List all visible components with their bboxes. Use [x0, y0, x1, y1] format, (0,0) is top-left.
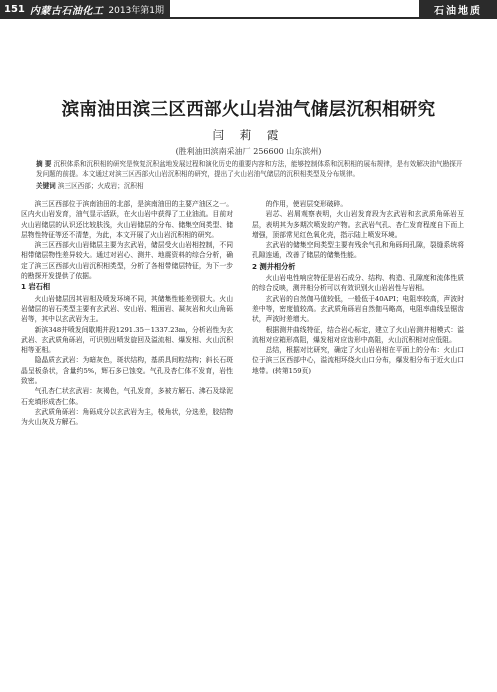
journal-issue: 2013年第1期 — [108, 6, 165, 16]
page-number: 151 — [4, 4, 25, 15]
abstract-label: 摘 要 — [36, 160, 52, 168]
keywords-label: 关键词 — [36, 182, 56, 190]
section-label: 石油地质 — [419, 0, 497, 19]
body-paragraph: 根据测井曲线特征，结合岩心标定，建立了火山岩测井相模式：溢流相对应箱形高阻，爆发相对应齿形中高阻，火山沉积相对应低阻。 — [252, 325, 464, 344]
body-paragraph: 总结，根据对比研究，确定了火山岩岩相在平面上的分布：火山口位于滨三区西部中心，溢流相环绕火山口分布，爆发相分布于近火山口地带。(转第159页) — [252, 346, 464, 375]
body-paragraph: 玄武质角砾岩：角砾成分以玄武岩为主，棱角状，分选差，胶结物为火山灰及方解石。 — [21, 407, 233, 427]
body-paragraph: 的作用，使岩层变形破碎。 — [265, 200, 348, 208]
author-name: 闫 莉 霞 — [212, 128, 285, 142]
body-paragraph: 新滨348井喷发间歇期井段1291.35－1337.23m，分析岩性为玄武岩、玄武质角砾岩，可识别出喷发旋回及溢流相、爆发相、火山沉积相等亚相。 — [21, 325, 233, 355]
journal-name: 内蒙古石油化工 — [29, 6, 104, 17]
body-paragraph: 火山岩电性响应特征是岩石成分、结构、构造、孔隙度和流体性质的综合反映，测井相分析可以有效识别火山岩岩性与岩相。 — [252, 274, 464, 293]
header-rule — [170, 0, 419, 19]
body-paragraph: 岩芯、岩屑观察表明，火山岩发育段为玄武岩和玄武质角砾岩互层，表明其为多期次喷发的产物。玄武岩气孔、杏仁发育程度自下而上增强，顶部常见红色氧化壳，指示陆上喷发环境。 — [252, 210, 464, 239]
keywords-text: 滨三区西部；火成岩；沉积相 — [57, 182, 144, 190]
left-column — [21, 199, 233, 428]
body-paragraph: 玄武岩的自然伽马值较低，一般低于40API；电阻率较高，声波时差中等，密度值较高。玄武质角砾岩自然伽马略高，电阻率曲线呈锯齿状，声波时差增大。 — [252, 294, 464, 324]
section-heading-2: 2 测井相分析 — [252, 261, 296, 271]
body-paragraph: 隐晶质玄武岩：为暗灰色，斑状结构，基质具间粒结构；斜长石斑晶呈板条状，含量约5%，辉石多已蚀变。气孔及杏仁体不发育，岩性致密。 — [21, 356, 233, 386]
journal-header-left — [0, 0, 170, 19]
keywords — [36, 181, 466, 191]
body-paragraph: 滨三区西部火山岩储层主要为玄武岩，储层受火山岩相控制，不同相带储层物性差异较大。通过对岩心、测井、地震资料的综合分析，确定了滨三区西部火山岩沉积相类型，分析了各相带储层特征，为下一步的勘探开发提供了依据。 — [21, 241, 233, 281]
body-paragraph: 玄武岩的储集空间类型主要有残余气孔和角砾间孔隙，裂缝系统将孔隙连通，改善了储层的储集性能。 — [252, 241, 464, 260]
abstract — [36, 159, 466, 179]
abstract-text: 沉积体系和沉积相的研究是恢复沉积盆地发展过程和演化历史的重要内容和方法，能够控制体系和沉积相的展布规律，是有效解决油气勘探开发问题的前提。本文通过对滨三区西部火山岩沉积相的研究，提出了火山岩油气储层的沉积相类型及分布规律。 — [36, 160, 463, 178]
body-paragraph: 滨三区西部位于滨南油田的北部，是滨南油田的主要产油区之一。区内火山岩发育，油气显示活跃，在火山岩中获得了工业油流。目前对火山岩储层的认识还比较肤浅，火山岩储层的分布、储集空间类型、储层物性特征等还不清楚，为此，本文开展了火山岩沉积相的研究。 — [21, 200, 233, 239]
body-paragraph: 火山岩储层因其岩相及喷发环境不同，其储集性能差别很大。火山岩储层的岩石类型主要有玄武岩、安山岩、粗面岩、凝灰岩和火山角砾岩等，其中以玄武岩为主。 — [21, 294, 233, 324]
author-affiliation: (胜利油田滨南采油厂 256600 山东滨州) — [175, 147, 322, 156]
journal-header-bar — [0, 0, 497, 19]
right-column — [252, 199, 464, 376]
section-heading-1: 1 岩石相 — [21, 282, 51, 292]
body-paragraph: 气孔杏仁状玄武岩：灰褐色，气孔发育，多被方解石、沸石及绿泥石充填形成杏仁体。 — [21, 387, 233, 406]
article-title: 滨南油田滨三区西部火山岩油气储层沉积相研究 — [61, 100, 436, 120]
